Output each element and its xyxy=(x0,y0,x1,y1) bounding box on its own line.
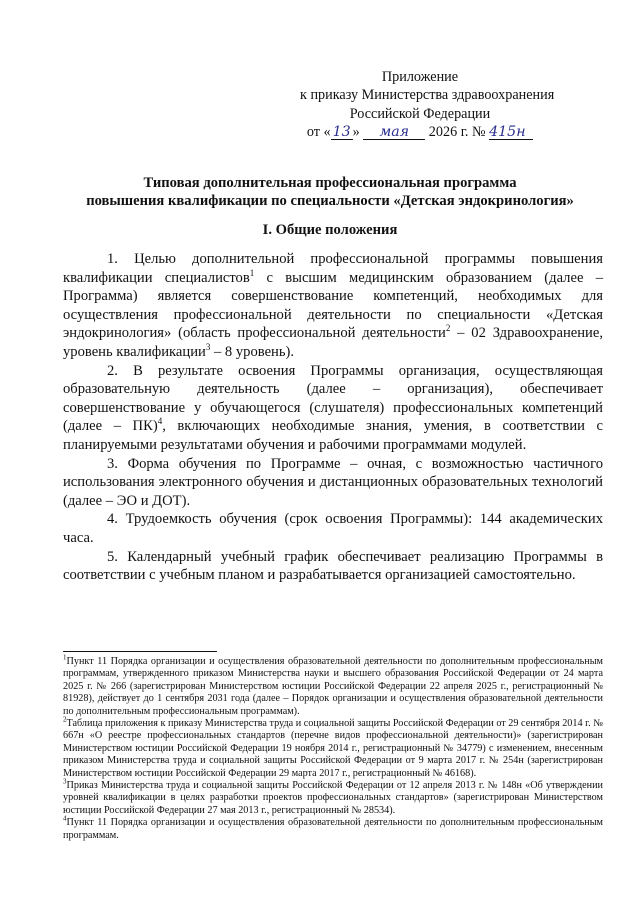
footnote-3 xyxy=(63,777,603,817)
paragraph-2-text-a: 2. В результате освоения Программы организация, осуществляющая образовательную деятельность (далее – организация), обеспечивает совершенствование у обучающегося (слушателя) профессиональных компетенций (далее – ПК) xyxy=(63,362,603,435)
footnote-ref-2: 2 xyxy=(445,323,451,334)
paragraph-1-text-b: с высшим медицинским образованием (далее – Программа) является совершенствование компетенций, необходимых для осуществления профессиональной деятельности по специальности «Детская эндокринология» (область профессиональной деятельности xyxy=(63,269,603,342)
handwritten-order-number: 415н xyxy=(489,125,533,140)
footnote-3-mark: 3 xyxy=(63,777,67,786)
paragraph-4: 4. Трудоемкость обучения (срок освоения Программы): 144 академических часа. xyxy=(63,511,603,546)
title-line-2: повышения квалификации по специальности «Детская эндокринология» xyxy=(86,193,574,209)
paragraph-1-text-d: – 8 уровень). xyxy=(210,343,295,360)
paragraph-2 xyxy=(63,362,603,455)
paragraph-2-text-b: , включающих необходимые знания, умения, в соответствии с планируемыми результатами обучения и рабочими программами модулей. xyxy=(63,418,603,453)
handwritten-month: мая xyxy=(363,125,425,140)
title-line-1: Типовая дополнительная профессиональная программа xyxy=(143,175,517,191)
approval-order-line: к приказу Министерства здравоохранения xyxy=(300,87,555,104)
paragraph-1-text-a: 1. Целью дополнительной профессиональной программы повышения квалификации специалистов xyxy=(63,251,603,286)
footnote-2-mark: 2 xyxy=(63,715,67,724)
approval-block xyxy=(300,68,555,142)
approval-date-line xyxy=(300,123,540,141)
date-prefix: от « xyxy=(306,124,331,141)
footnote-3-text: Приказ Министерства труда и социальной защиты Российской Федерации от 12 апреля 2013 г. № 148н «Об утверждении уровней квалификации в целях разработки проектов профессиональных стандартов» (зарегистрирован Министерством юстиции Российской Федерации 27 мая 2013 г., регистрационный № 28534). xyxy=(63,780,603,816)
document-body xyxy=(63,250,603,585)
document-title xyxy=(60,174,600,210)
date-year: 2026 г. № xyxy=(428,124,486,141)
footnote-4 xyxy=(63,814,603,842)
footnote-4-mark: 4 xyxy=(63,814,67,823)
footnote-1 xyxy=(63,653,603,718)
footnote-ref-4: 4 xyxy=(157,416,163,427)
paragraph-3: 3. Форма обучения по Программе – очная, с возможностью частичного использования электронного обучения и дистанционных образовательных технологий (далее – ЭО и ДОТ). xyxy=(63,455,603,509)
footnotes xyxy=(63,653,603,842)
approval-federation-line: Российской Федерации xyxy=(349,105,491,122)
date-mid: » xyxy=(352,124,360,141)
footnote-2 xyxy=(63,715,603,780)
footnote-ref-3: 3 xyxy=(205,342,211,353)
approval-heading: Приложение xyxy=(381,69,459,85)
footnote-4-text: Пункт 11 Порядка организации и осуществления образовательной деятельности по дополнительным профессиональным программам. xyxy=(63,817,603,841)
section-heading: I. Общие положения xyxy=(262,222,398,238)
handwritten-day: 13 xyxy=(332,124,351,141)
paragraph-1-text-c: – 02 Здравоохранение, уровень квалификации xyxy=(63,325,603,360)
footnote-ref-1: 1 xyxy=(249,267,255,278)
footnote-2-text: Таблица приложения к приказу Министерства труда и социальной защиты Российской Федерации от 29 сентября 2014 г. № 667н «О реестре профессиональных стандартов (перечне видов профессиональной деятельности)» (зарегистрирован Министерством юстиции Российской Федерации 19 ноября 2014 г., регистрационный № 34779) с изменением, внесенным приказом Министерства труда и социальной защиты Российской Федерации от 9 марта 2017 г. № 254н (зарегистрирован Министерством юстиции Российской Федерации 29 марта 2017 г., регистрационный № 46168). xyxy=(63,718,603,779)
paragraph-1 xyxy=(63,250,603,362)
footnote-separator xyxy=(63,651,217,652)
footnote-1-text: Пункт 11 Порядка организации и осуществления образовательной деятельности по дополнительным профессиональным программам, утвержденного приказом Министерства науки и высшего образования Российской Федерации от 24 марта 2025 г. № 266 (зарегистрирован Министерством юстиции Российской Федерации 22 апреля 2025 г., регистрационный № 81928), действует до 1 сентября 2031 года (далее – Порядок организации и осуществления образовательной деятельности по дополнительным профессиональным программам). xyxy=(63,656,603,717)
paragraph-5: 5. Календарный учебный график обеспечивает реализацию Программы в соответствии с учебным планом и разрабатывается организацией самостоятельно. xyxy=(63,548,603,584)
footnote-1-mark: 1 xyxy=(63,653,67,662)
